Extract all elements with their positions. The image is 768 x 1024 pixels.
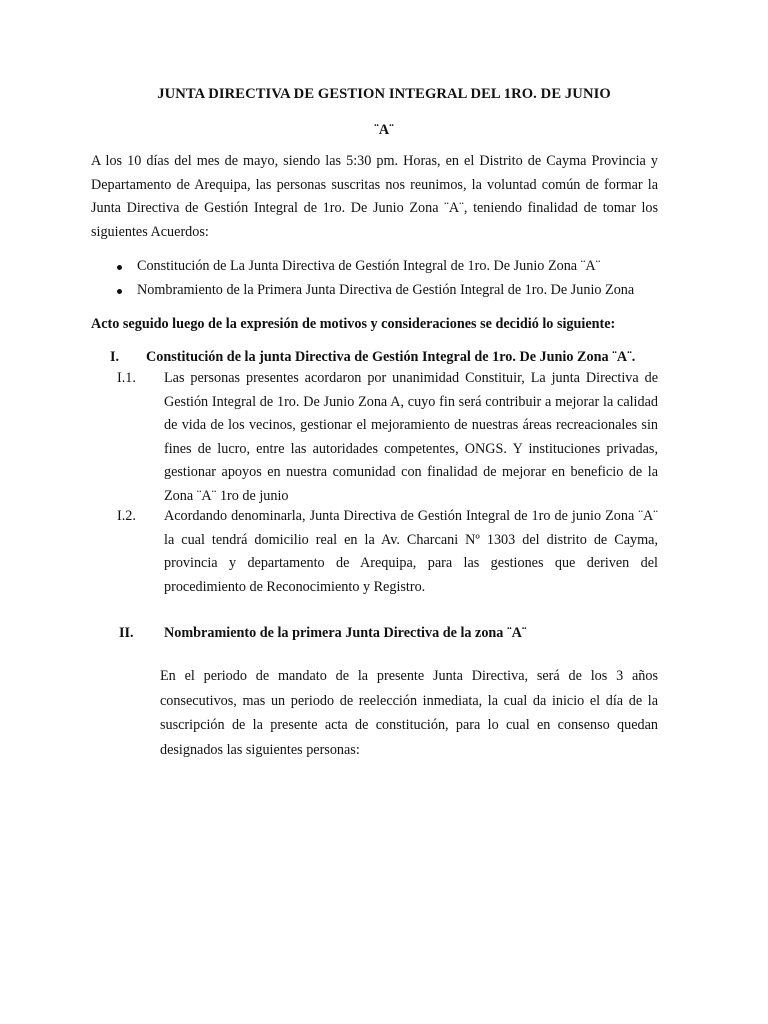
section-1-title: Constitución de la junta Directiva de Gestión Integral de 1ro. De Junio Zona ¨A¨.: [146, 349, 636, 365]
agreements-list: [91, 255, 658, 303]
document-title: JUNTA DIRECTIVA DE GESTION INTEGRAL DEL 1RO. DE JUNIO: [157, 86, 611, 102]
section-2-number: II.: [119, 625, 134, 641]
list-item: [91, 279, 658, 303]
bullet-icon: [117, 265, 122, 270]
list-item: [91, 255, 658, 279]
item-number: I.2.: [117, 508, 136, 524]
section-1-item-2: [117, 505, 658, 599]
document-subtitle: ¨A¨: [374, 122, 394, 138]
item-text: Las personas presentes acordaron por unanimidad Constituir, La junta Directiva de Gestión Integral de 1ro. De Junio Zona A, cuyo fin será contribuir a mejorar la calidad de vida de los vecinos, gestionar el mejoramiento de nuestras áreas recreacionales sin fines de lucro, entre las autoridades competentes, ONGS. Y instituciones privadas, gestionar apoyos en nuestra comunidad con finalidad de mejorar en beneficio de la Zona ¨A¨ 1ro de junio: [164, 370, 658, 504]
section-1-number: I.: [110, 349, 120, 365]
lead-paragraph: Acto seguido luego de la expresión de motivos y consideraciones se decidió lo siguiente:: [91, 316, 616, 332]
section-2-paragraph: En el periodo de mandato de la presente Junta Directiva, será de los 3 años consecutivos, mas un periodo de reelección inmediata, la cual da inicio el día de la suscripción de la presente acta de constitución, para lo cual en consenso quedan designados las siguientes personas:: [160, 668, 658, 758]
list-item-text: Nombramiento de la Primera Junta Directiva de Gestión Integral de 1ro. De Junio Zona: [137, 282, 635, 298]
list-item-text: Constitución de La Junta Directiva de Gestión Integral de 1ro. De Junio Zona ¨A¨: [137, 258, 601, 274]
section-2-title: Nombramiento de la primera Junta Directiva de la zona ¨A¨: [164, 625, 527, 641]
section-1-item-1: [117, 367, 658, 508]
intro-paragraph: A los 10 días del mes de mayo, siendo las 5:30 pm. Horas, en el Distrito de Cayma Provincia y Departamento de Arequipa, las personas suscritas nos reunimos, la voluntad común de formar la Junta Directiva de Gestión Integral de 1ro. De Junio Zona ¨A¨, teniendo finalidad de tomar los siguientes Acuerdos:: [91, 153, 658, 240]
section-2-heading: [119, 622, 679, 644]
item-text: Acordando denominarla, Junta Directiva de Gestión Integral de 1ro de junio Zona ¨A¨ la cual tendrá domicilio real en la Av. Charcani Nº 1303 del distrito de Cayma, provincia y departamento de Arequipa, para las gestiones que deriven del procedimiento de Reconocimiento y Registro.: [164, 508, 658, 595]
item-number: I.1.: [117, 370, 136, 386]
bullet-icon: [117, 289, 122, 294]
section-1-heading: [110, 346, 670, 368]
